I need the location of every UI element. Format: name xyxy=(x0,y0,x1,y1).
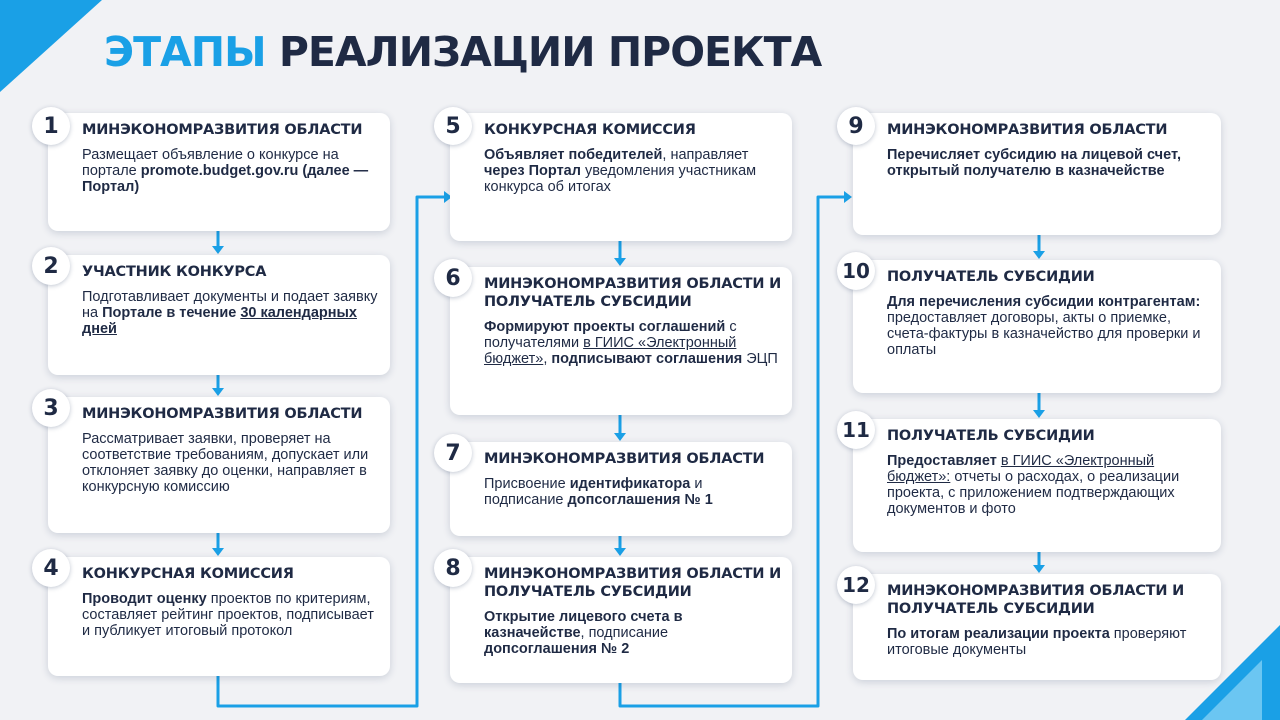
arrowhead-11 xyxy=(1033,410,1045,418)
description-segment: Проводит оценку xyxy=(82,591,207,607)
step-card-9 xyxy=(853,113,1221,235)
step-number-4: 4 xyxy=(32,549,70,587)
description-segment: Объявляет победителей xyxy=(484,147,663,163)
description-segment: Размещает объявление о конкурсе на порталe xyxy=(82,147,339,179)
step-heading: МИНЭКОНОМРАЗВИТИЯ ОБЛАСТИ xyxy=(82,406,363,422)
step-description xyxy=(887,453,1211,517)
step-card-8 xyxy=(450,557,792,683)
step-heading: КОНКУРСНАЯ КОМИССИЯ xyxy=(484,122,696,138)
title-main: РЕАЛИЗАЦИИ ПРОЕКТА xyxy=(278,28,822,76)
step-description xyxy=(82,147,380,195)
step-number-1: 1 xyxy=(32,107,70,145)
step-description xyxy=(484,476,782,508)
description-segment: Открытие лицевого счета в казначействе xyxy=(484,609,683,641)
step-card-12 xyxy=(853,574,1221,680)
step-description xyxy=(82,591,380,639)
step-description xyxy=(82,431,380,495)
step-card-2 xyxy=(48,255,390,375)
arrowhead-3 xyxy=(212,388,224,396)
step-heading: ПОЛУЧАТЕЛЬ СУБСИДИИ xyxy=(887,428,1095,444)
arrowhead-9 xyxy=(844,191,852,203)
description-segment: Формируют проекты соглашений xyxy=(484,319,726,335)
description-segment: Подготавливает документы и подает заявку на xyxy=(82,289,378,321)
description-segment: уведомления участникам конкурса об итогах xyxy=(484,163,757,195)
description-segment: , направляет xyxy=(662,147,749,163)
description-segment: в ГИИС «Электронный бюджет» xyxy=(484,335,737,367)
step-heading: МИНЭКОНОМРАЗВИТИЯ ОБЛАСТИ xyxy=(887,122,1168,138)
arrowhead-8 xyxy=(614,548,626,556)
step-heading: МИНЭКОНОМРАЗВИТИЯ ОБЛАСТИ И ПОЛУЧАТЕЛЬ СУБСИДИИ xyxy=(887,583,1185,617)
step-heading: МИНЭКОНОМРАЗВИТИЯ ОБЛАСТИ xyxy=(484,451,765,467)
step-number-11: 11 xyxy=(837,411,875,449)
step-number-2: 2 xyxy=(32,247,70,285)
step-description xyxy=(484,147,782,195)
step-description xyxy=(887,626,1211,658)
description-segment: По итогам реализации проекта xyxy=(887,626,1110,642)
step-heading: ПОЛУЧАТЕЛЬ СУБСИДИИ xyxy=(887,269,1095,285)
step-card-11 xyxy=(853,419,1221,552)
step-heading: МИНЭКОНОМРАЗВИТИЯ ОБЛАСТИ И ПОЛУЧАТЕЛЬ СУБСИДИИ xyxy=(484,566,782,600)
description-segment: проверяют итоговые документы xyxy=(887,626,1187,658)
arrowhead-4 xyxy=(212,548,224,556)
step-number-12: 12 xyxy=(837,566,875,604)
description-segment: предоставляет договоры, акты о приемке, счета-фактуры в казначейство для проверки и оплаты xyxy=(887,310,1201,358)
step-number-5: 5 xyxy=(434,107,472,145)
description-segment: Предоставляет xyxy=(887,453,997,469)
description-segment: Рассматривает заявки, проверяет на соответствие требованиям, допускает или отклоняет заявку до оценки, направляет в конкурсную комиссию xyxy=(82,431,369,495)
description-segment: ЭЦП xyxy=(742,351,778,367)
step-card-10 xyxy=(853,260,1221,393)
description-segment: допсоглашения № 1 xyxy=(567,492,713,508)
description-segment: через Портал xyxy=(484,163,581,179)
step-number-8: 8 xyxy=(434,549,472,587)
description-segment: Перечисляет субсидию на лицевой счет, открытый получателю в казначействе xyxy=(887,147,1182,179)
step-heading: УЧАСТНИК КОНКУРСА xyxy=(82,264,267,280)
step-card-6 xyxy=(450,267,792,415)
step-heading: МИНЭКОНОМРАЗВИТИЯ ОБЛАСТИ И ПОЛУЧАТЕЛЬ СУБСИДИИ xyxy=(484,276,782,310)
description-segment: Присвоение xyxy=(484,476,570,492)
step-description xyxy=(887,147,1211,179)
step-description xyxy=(484,609,782,657)
step-card-3 xyxy=(48,397,390,533)
step-description xyxy=(484,319,782,367)
arrowhead-6 xyxy=(614,258,626,266)
arrowhead-2 xyxy=(212,246,224,254)
arrowhead-7 xyxy=(614,433,626,441)
step-card-7 xyxy=(450,442,792,536)
title-accent: ЭТАПЫ xyxy=(104,28,266,76)
arrowhead-12 xyxy=(1033,565,1045,573)
step-card-5 xyxy=(450,113,792,241)
description-segment: отчеты о расходах, о реализации проекта, с приложением подтверждающих документов и фото xyxy=(887,469,1180,517)
description-segment: в ГИИС «Электронный бюджет»: xyxy=(887,453,1155,485)
description-segment: идентификатора xyxy=(569,476,691,492)
description-segment: , xyxy=(543,351,552,367)
step-number-3: 3 xyxy=(32,389,70,427)
step-number-6: 6 xyxy=(434,259,472,297)
description-segment: проектов по критериям, составляет рейтинг проектов, подписывает и публикует итоговый протокол xyxy=(82,591,374,639)
step-card-4 xyxy=(48,557,390,676)
step-heading: КОНКУРСНАЯ КОМИССИЯ xyxy=(82,566,294,582)
description-segment: Для перечисления субсидии контрагентам: xyxy=(887,294,1201,310)
description-segment: promote.budget.gov.ru (далее — Портал) xyxy=(82,163,369,195)
step-description xyxy=(82,289,380,337)
step-number-10: 10 xyxy=(837,252,875,290)
arrowhead-10 xyxy=(1033,251,1045,259)
step-card-1 xyxy=(48,113,390,231)
step-description xyxy=(887,294,1211,358)
description-segment: подписывают соглашения xyxy=(551,351,743,367)
description-segment: , подписание xyxy=(580,625,669,641)
step-number-9: 9 xyxy=(837,107,875,145)
description-segment: и подписание xyxy=(484,476,703,508)
description-segment: допсоглашения № 2 xyxy=(484,641,630,657)
description-segment: 30 календарных дней xyxy=(82,305,357,337)
step-heading: МИНЭКОНОМРАЗВИТИЯ ОБЛАСТИ xyxy=(82,122,363,138)
description-segment: с получателями xyxy=(484,319,737,351)
step-number-7: 7 xyxy=(434,434,472,472)
description-segment: Портале в течение xyxy=(102,305,241,321)
